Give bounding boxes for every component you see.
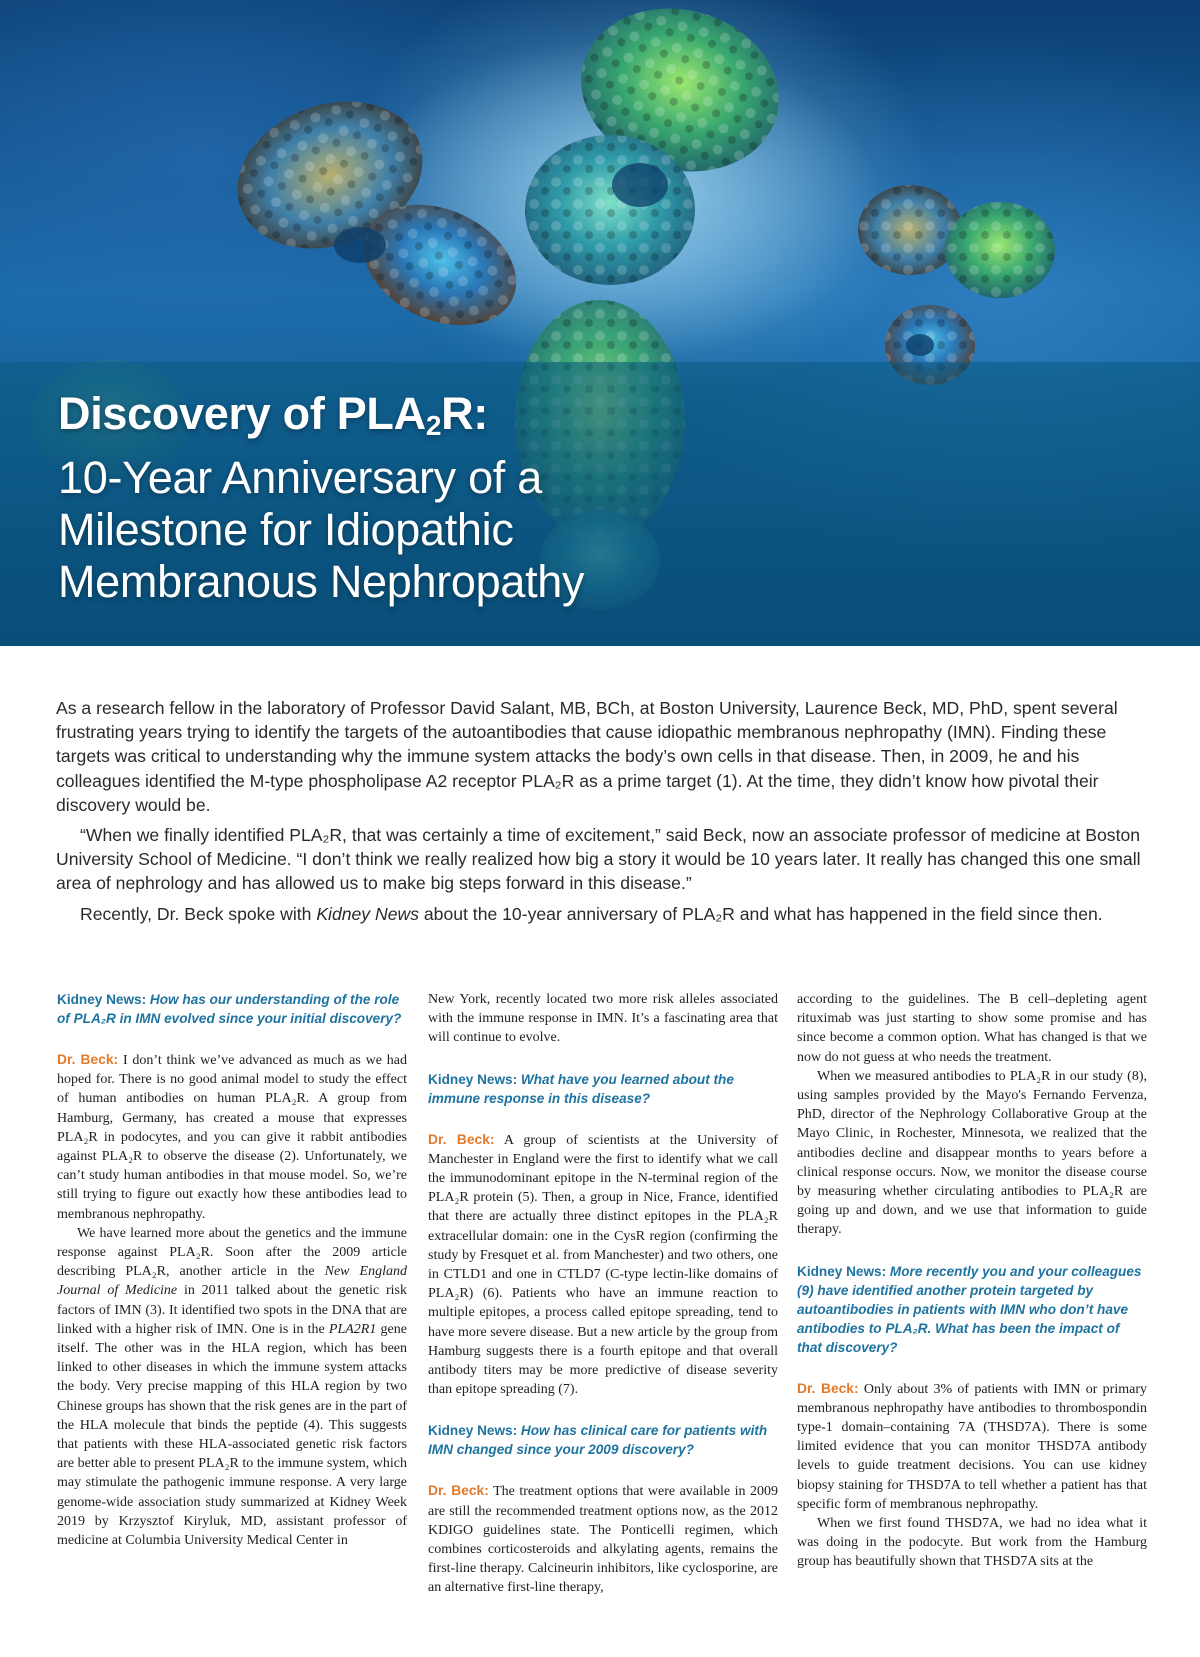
answer-4: Dr. Beck: Only about 3% of patients with IMN or primary membranous nephropathy have antibodies to thrombospondin type-1 domain–containing 7A (THSD7A). There is some limited evidence that you can monitor THSD7A antibody levels to guide treatment decisions. You can use kidney biopsy staining for THSD7A to tell whether a patient has that specific form of membranous nephropathy.: [797, 1380, 1147, 1512]
answer-3: Dr. Beck: The treatment options that were available in 2009 are still the recommended treatment options now, as the 2012 KDIGO guidelines state. The Ponticelli regimen, which combines corticosteroids and alkylating agents, remains the first-line therapy. Calcineurin inhibitors, like cyclosporine, are an alternative first-line therapy,: [428, 1483, 778, 1596]
article-intro: [56, 696, 1148, 926]
column-1: [57, 990, 407, 1550]
intro-paragraph-2: “When we finally identified PLA₂R, that was certainly a time of excitement,” said Beck, now an associate professor of medicine at Boston University School of Medicine. “I don’t think we really realized how big a story it would be 10 years later. It really has changed this one small area of nephrology and has allowed us to make big steps forward in this disease.”: [56, 825, 1141, 894]
answer-2: Dr. Beck: A group of scientists at the University of Manchester in England were the first to identify what we call the immunodominant epitope in the N-terminal region of the PLA₂R protein (5). Then, a group in Nice, France, identified that there are actually three distinct epitopes in the PLA₂R extracellular domain: one in the CysR region (confirming the study by Fresquet et al. from Manchester) and two others, one in CTLD1 and one in CTLD7 (C-type lectin-like domains of PLA₂R) (6). Patients who have an immune reaction to multiple epitopes, a process called epitope spreading, tend to have more severe disease. But a new article by the group from Hamburg suggests there is a fourth epitope and that overall antibody titers may be more predictive of disease severity than epitope spreading (7).: [428, 1131, 778, 1398]
answer-4-continued: When we first found THSD7A, we had no idea what it was doing in the podocyte. But work from the Hamburg group has beautifully shown that THSD7A sits at the: [797, 1516, 1147, 1570]
article-title: [58, 388, 818, 608]
question-2: Kidney News: What have you learned about the immune response in this disease?: [428, 1071, 734, 1106]
title-line-4: Membranous Nephropathy: [58, 556, 585, 607]
title-line-1: Discovery of $PLA_2R$:: [58, 388, 488, 441]
answer-1-continued: We have learned more about the genetics and the immune response against PLA₂R. Soon after the 2009 article describing PLA₂R, another article in the New England Journal of Medicine in 2011 talked about the genetic risk factors of IMN (3). It identified two spots in the DNA that are linked with a higher risk of IMN. One is in the PLA2R1 gene itself. The other was in the HLA region, which has been linked to other diseases in which the immune system attacks the body. Very precise mapping of this HLA region by two Chinese groups has shown that the risk genes are in the part of the HLA molecule that binds the peptide (4). This suggests that patients with these HLA-associated genetic risk factors are better able to present PLA₂R to the immune system, which may stimulate the pathogenic immune response. A very large genome-wide association study summarized at Kidney Week 2019 by Krzysztof Kiryluk, MD, assistant professor of medicine at Columbia University Medical Center in: [57, 1225, 407, 1549]
answer-1-end: New York, recently located two more risk alleles associated with the immune response in IMN. It’s a fascinating area that will continue to evolve.: [428, 992, 778, 1046]
question-1: Kidney News: How has our understanding of the role of PLA₂R in IMN evolved since your initial discovery?: [57, 992, 402, 1026]
question-3: Kidney News: How has clinical care for patients with IMN changed since your 2009 discovery?: [428, 1423, 768, 1458]
column-3: [797, 990, 1147, 1572]
title-line-3: Milestone for Idiopathic: [58, 504, 514, 555]
intro-paragraph-3: Recently, Dr. Beck spoke with Kidney News about the 10-year anniversary of PLA₂R and what has happened in the field since then.: [80, 903, 1103, 924]
title-line-2: 10-Year Anniversary of a: [58, 452, 542, 503]
answer-3-continued: When we measured antibodies to PLA₂R in our study (8), using samples provided by the Mayo's Fernando Fervenza, PhD, director of the Nephrology Collaborative Group at the Mayo Clinic, in Rochester, Minnesota, we realized that the antibodies decline and disappear months to years before a clinical response occurs. Now, we monitor the disease course by measuring whether circulating antibodies to PLA₂R are going up and down, and we use that information to guide therapy.: [797, 1068, 1147, 1238]
intro-paragraph-1: As a research fellow in the laboratory of Professor David Salant, MB, BCh, at Boston University, Laurence Beck, MD, PhD, spent several frustrating years trying to identify the targets of the autoantibodies that cause idiopathic membranous nephropathy (IMN). Finding these targets was critical to understanding why the immune system attacks the body’s own cells in that disease. Then, in 2009, he and his colleagues identified the M-type phospholipase A2 receptor PLA₂R as a prime target (1). At the time, they didn’t know how pivotal their discovery would be.: [56, 698, 1118, 815]
hero-image: [0, 0, 1200, 646]
answer-3-end: according to the guidelines. The B cell–depleting agent rituximab was just starting to show some promise and has since become a common option. What has changed is that we now do not guess at who needs the treatment.: [797, 992, 1147, 1065]
column-2: [428, 990, 778, 1598]
answer-1: Dr. Beck: I don’t think we’ve advanced as much as we had hoped for. There is no good animal model to study the effect of human antibodies on human PLA₂R. A group from Hamburg, Germany, has created a mouse that expresses PLA₂R in podocytes, and you can give it rabbit antibodies against PLA₂R to observe the disease (2). Unfortunately, we can’t study human antibodies in that mouse model. So, we’re still trying to figure out exactly how these antibodies lead to membranous nephropathy.: [57, 1052, 408, 1222]
question-4: Kidney News: More recently you and your colleagues (9) have identified another protein targeted by autoantibodies in patients with IMN who don’t have antibodies to PLA₂R. What has been the impact of that discovery?: [797, 1263, 1142, 1355]
